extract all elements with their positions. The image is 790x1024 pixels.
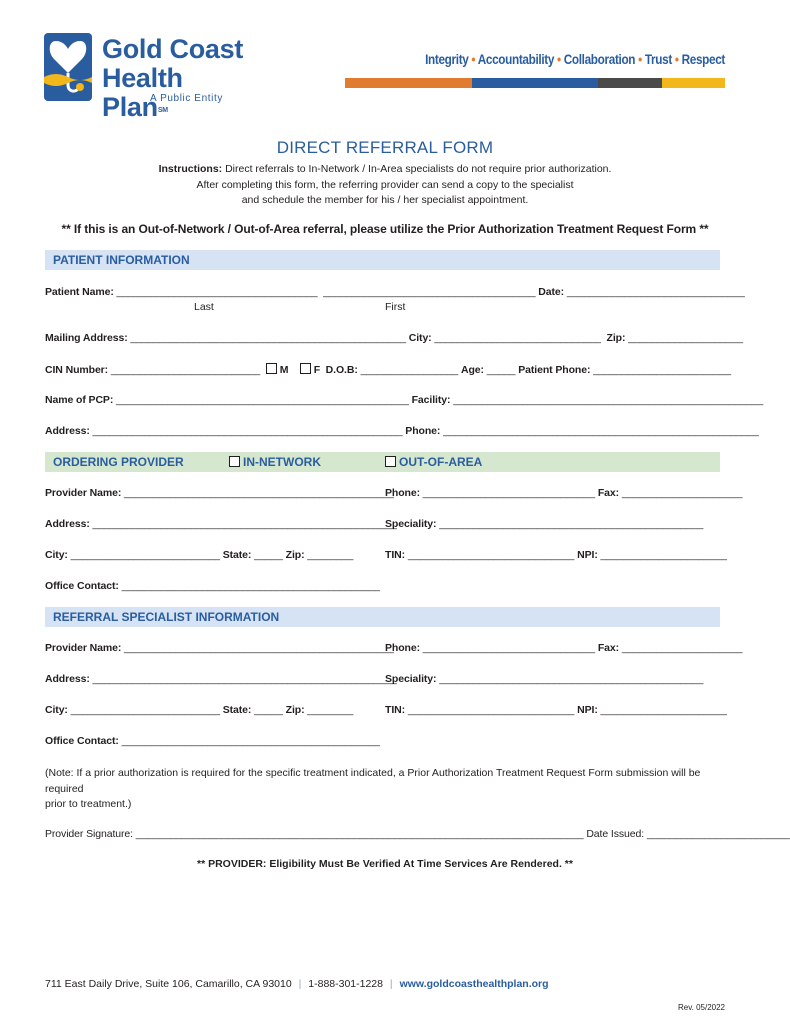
- specialist-contact-row[interactable]: Office Contact: _____________________________________________: [45, 735, 380, 747]
- footer-phone: 1-888-301-1228: [308, 978, 383, 990]
- color-bar-segment: [662, 78, 725, 88]
- ordering-speciality-label: Speciality:: [385, 518, 437, 530]
- ordering-state-label: State:: [222, 549, 252, 561]
- date-issued-label: Date Issued:: [586, 828, 645, 840]
- cin-number-label: CIN Number:: [45, 364, 109, 376]
- specialist-tin-label: TIN:: [385, 704, 406, 716]
- specialist-tin-row[interactable]: TIN: _____________________________ NPI: ______________________: [385, 704, 727, 716]
- male-checkbox[interactable]: [266, 363, 277, 374]
- color-bar-segment: [408, 78, 471, 88]
- ordering-section-heading: ORDERING PROVIDER: [45, 452, 720, 472]
- footer-separator: |: [389, 978, 393, 990]
- out-of-area-option[interactable]: [385, 452, 482, 472]
- ordering-city-row[interactable]: City: __________________________ State: _____ Zip: ________: [45, 549, 354, 561]
- mailing-address-row[interactable]: Mailing Address: ________________________________________________ City: _____________________________ Zip: ____________________: [45, 332, 743, 344]
- specialist-zip-label: Zip:: [285, 704, 305, 716]
- value-separator: •: [471, 51, 476, 67]
- out-of-area-label: OUT-OF-AREA: [399, 455, 483, 469]
- age-label: Age:: [460, 364, 484, 376]
- ordering-address-row[interactable]: Address: _____________________________________________________: [45, 518, 397, 530]
- instructions: [0, 162, 770, 209]
- specialist-section-heading: REFERRAL SPECIALIST INFORMATION: [45, 607, 720, 627]
- color-bar-segment: [598, 78, 661, 88]
- ordering-provider-row[interactable]: Provider Name: _______________________________________________: [45, 487, 394, 499]
- color-bar-segment: [535, 78, 598, 88]
- specialist-phone-row[interactable]: Phone: ______________________________ Fax: _____________________: [385, 642, 743, 654]
- brand-name-line1: Gold Coast: [102, 34, 244, 64]
- pcp-address-label: Address:: [45, 425, 90, 437]
- pcp-name-label: Name of PCP:: [45, 394, 114, 406]
- service-mark: SM: [157, 107, 168, 114]
- value-separator: •: [557, 51, 561, 67]
- city-label: City:: [408, 332, 432, 344]
- zip-label: Zip:: [606, 332, 626, 344]
- patient-section-heading: PATIENT INFORMATION: [45, 250, 720, 270]
- first-name-caption: First: [385, 301, 406, 313]
- heart-stethoscope-logo-icon: [44, 33, 92, 101]
- value-respect: Respect: [681, 51, 725, 67]
- brand-name: [102, 35, 254, 122]
- value-trust: Trust: [644, 51, 672, 67]
- specialist-city-label: City:: [45, 704, 68, 716]
- brand-color-bar: [345, 78, 725, 88]
- specialist-phone-label: Phone:: [385, 642, 420, 654]
- cin-row[interactable]: CIN Number: __________________________ M F D.O.B: _________________ Age: _____ Patient Phone: ________________________: [45, 364, 731, 376]
- ordering-provider-name-label: Provider Name:: [45, 487, 122, 499]
- color-bar-segment: [345, 78, 408, 88]
- specialist-speciality-label: Speciality:: [385, 673, 437, 685]
- prior-auth-note: [45, 766, 725, 813]
- specialist-address-label: Address:: [45, 673, 90, 685]
- value-integrity: Integrity: [425, 51, 469, 67]
- value-separator: •: [674, 51, 679, 67]
- ordering-tin-row[interactable]: TIN: _____________________________ NPI: ______________________: [385, 549, 727, 561]
- specialist-npi-label: NPI:: [577, 704, 598, 716]
- ordering-phone-row[interactable]: Phone: ______________________________ Fax: _____________________: [385, 487, 743, 499]
- ordering-zip-label: Zip:: [285, 549, 305, 561]
- instructions-line3: and schedule the member for his / her specialist appointment.: [241, 194, 529, 206]
- core-values: [425, 51, 725, 67]
- out-of-network-notice: ** If this is an Out-of-Network / Out-of-Area referral, please utilize the Prior Authorization Treatment Request Form **: [61, 222, 709, 236]
- value-accountability: Accountability: [477, 51, 555, 67]
- instructions-line1: Direct referrals to In-Network / In-Area specialists do not require prior authorization.: [225, 163, 612, 175]
- gold-coast-logo: [44, 33, 254, 122]
- brand-tagline: A Public Entity: [150, 93, 223, 104]
- color-bar-segment: [472, 78, 535, 88]
- note-line2: prior to treatment.): [45, 798, 132, 810]
- female-checkbox[interactable]: [300, 363, 311, 374]
- out-of-area-checkbox[interactable]: [385, 456, 396, 467]
- date-label: Date:: [538, 286, 565, 298]
- specialist-office-contact-label: Office Contact:: [45, 735, 119, 747]
- dob-label: D.O.B:: [325, 364, 358, 376]
- ordering-tin-label: TIN:: [385, 549, 406, 561]
- footer-address: 711 East Daily Drive, Suite 106, Camarillo, CA 93010: [45, 978, 292, 990]
- mailing-address-label: Mailing Address:: [45, 332, 128, 344]
- pcp-address-row[interactable]: Address: ______________________________________________________ Phone: _______________________________________________________: [45, 425, 759, 437]
- in-network-label: IN-NETWORK: [243, 455, 321, 469]
- footer-separator: |: [298, 978, 302, 990]
- revision-date: Rev. 05/2022: [678, 1003, 725, 1012]
- signature-row[interactable]: Provider Signature: ______________________________________________________________________________ Date Issued: _________________________: [45, 828, 790, 840]
- ordering-address-label: Address:: [45, 518, 90, 530]
- ordering-speciality-row[interactable]: Speciality: ______________________________________________: [385, 518, 704, 530]
- last-name-caption: Last: [194, 301, 214, 313]
- specialist-provider-row[interactable]: Provider Name: _______________________________________________: [45, 642, 394, 654]
- specialist-fax-label: Fax:: [597, 642, 620, 654]
- pcp-phone-label: Phone:: [405, 425, 441, 437]
- note-line1: (Note: If a prior authorization is required for the specific treatment indicated, a Prior Authorization Treatment Request Form submission will be required: [45, 767, 701, 795]
- instructions-label: Instructions:: [158, 163, 223, 175]
- ordering-fax-label: Fax:: [597, 487, 620, 499]
- footer-contact: [45, 978, 549, 990]
- pcp-row[interactable]: Name of PCP: ___________________________________________________ Facility: ______________________________________________________: [45, 394, 764, 406]
- value-separator: •: [638, 51, 642, 67]
- specialist-state-label: State:: [222, 704, 252, 716]
- ordering-phone-label: Phone:: [385, 487, 420, 499]
- specialist-provider-name-label: Provider Name:: [45, 642, 122, 654]
- specialist-address-row[interactable]: Address: _____________________________________________________: [45, 673, 397, 685]
- form-title: DIRECT REFERRAL FORM: [276, 138, 494, 157]
- ordering-npi-label: NPI:: [577, 549, 598, 561]
- facility-label: Facility:: [411, 394, 451, 406]
- male-label: M: [279, 364, 289, 376]
- specialist-city-row[interactable]: City: __________________________ State: _____ Zip: ________: [45, 704, 354, 716]
- in-network-checkbox[interactable]: [229, 456, 240, 467]
- instructions-line2: After completing this form, the referring provider can send a copy to the specialist: [196, 178, 574, 191]
- specialist-speciality-row[interactable]: Speciality: ______________________________________________: [385, 673, 704, 685]
- patient-phone-label: Patient Phone:: [518, 364, 591, 376]
- ordering-office-contact-label: Office Contact:: [45, 580, 119, 592]
- ordering-contact-row[interactable]: Office Contact: _____________________________________________: [45, 580, 380, 592]
- brand-name-line2: Health Plan: [102, 63, 183, 122]
- patient-name-row[interactable]: Patient Name: ___________________________________ _____________________________________ Date: _______________________________: [45, 286, 745, 298]
- patient-name-label: Patient Name:: [45, 286, 114, 298]
- female-label: F: [313, 364, 321, 376]
- footer-website-link[interactable]: www.goldcoasthealthplan.org: [399, 978, 549, 990]
- ordering-city-label: City:: [45, 549, 68, 561]
- in-network-option[interactable]: [229, 452, 321, 472]
- eligibility-notice: ** PROVIDER: Eligibility Must Be Verified At Time Services Are Rendered. **: [197, 858, 573, 870]
- provider-signature-label: Provider Signature:: [45, 828, 133, 840]
- value-collaboration: Collaboration: [563, 51, 636, 67]
